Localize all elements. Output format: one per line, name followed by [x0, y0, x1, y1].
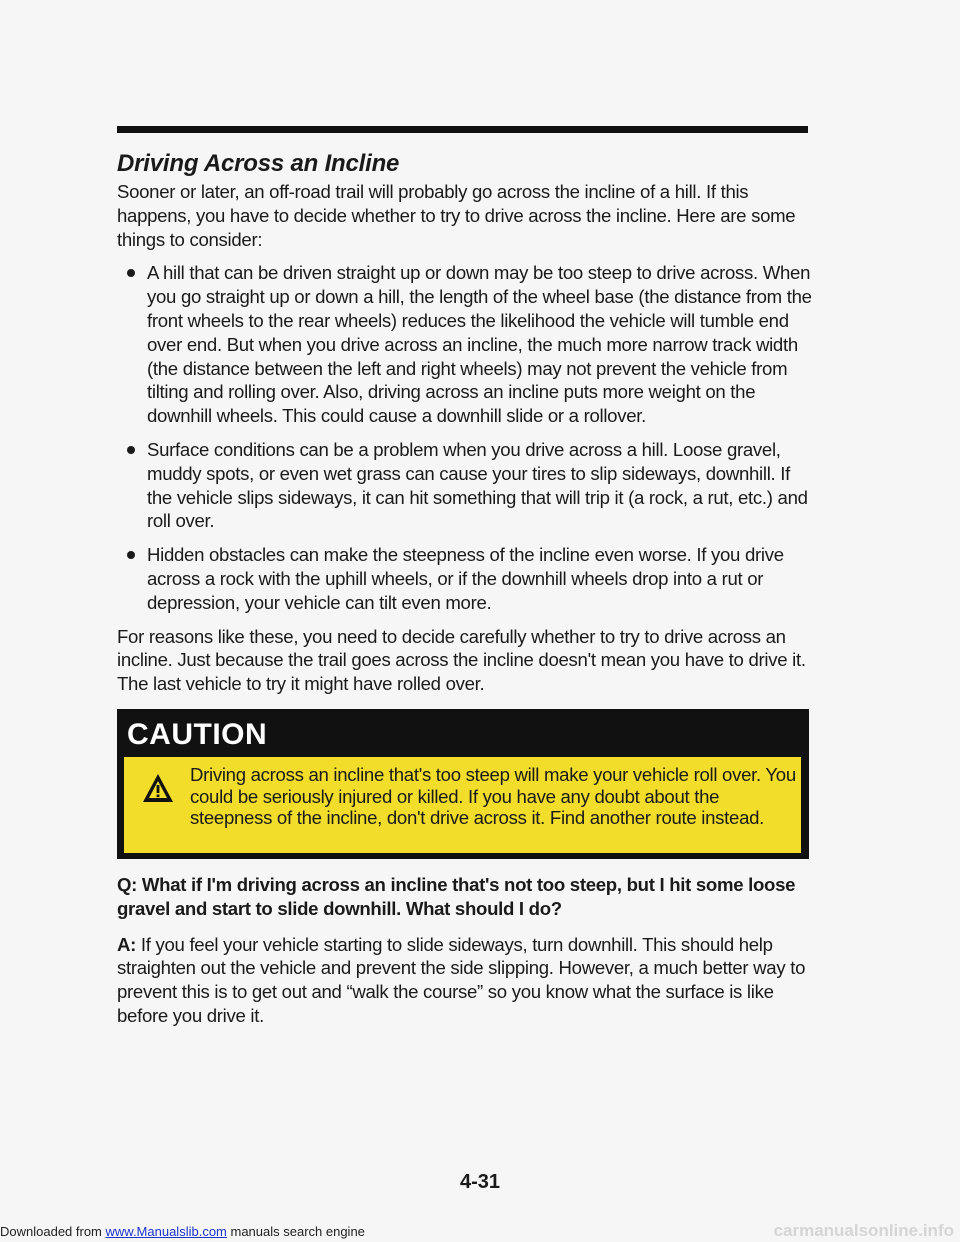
footer-suffix: manuals search engine [226, 1224, 365, 1239]
list-item [117, 438, 812, 533]
considerations-list [117, 261, 812, 614]
top-rule [117, 126, 808, 133]
qa-section [117, 873, 812, 1028]
closing-paragraph: For reasons like these, you need to decide carefully whether to try to drive across an incline. Just because the trail goes across the incline doesn't mean you have to drive it. The last vehicle to try it might have rolled over. [117, 625, 806, 695]
list-item-text: Surface conditions can be a problem when you drive across a hill. Loose gravel, muddy spots, or even wet grass can cause your tires to slip sideways, downhill. If the vehicle slips sideways, it can hit something that will trip it (a rock, a rut, etc.) and roll over. [147, 438, 808, 532]
intro-paragraph: Sooner or later, an off-road trail will probably go across the incline of a hill. If this happens, you have to decide whether to try to drive across the incline. Here are some things to consider: [117, 181, 796, 250]
answer-body: If you feel your vehicle starting to slide sideways, turn downhill. This should help straighten out the vehicle and prevent the side slipping. However, a much better way to prevent this is to get out and “walk the course” so you know what the surface is like before you drive it. [117, 933, 806, 1026]
caution-text: Driving across an incline that's too steep will make your vehicle roll over. You could be seriously injured or killed. If you have any doubt about the steepness of the incline, don't drive across it. Find another route instead. [190, 764, 796, 828]
caution-title: CAUTION [127, 718, 268, 751]
list-item-text: A hill that can be driven straight up or down may be too steep to drive across. When you go straight up or down a hill, the length of the wheel base (the distance from the front wheels to the rear wheels) reduces the likelihood the vehicle will tumble end over end. But when you drive across an incline, the much more narrow track width (the distance between the left and right wheels) may not prevent the vehicle from tilting and rolling over. Also, driving across an incline puts more weight on the downhill wheels. This could cause a downhill slide or a rollover. [147, 262, 812, 427]
bullet-icon [127, 269, 135, 277]
bullet-icon [127, 446, 135, 454]
body-content [117, 180, 812, 706]
page-number: 4-31 [459, 1171, 501, 1193]
list-item [117, 261, 812, 428]
list-item-text: Hidden obstacles can make the steepness of the incline even worse. If you drive across a rock with the uphill wheels, or if the downhill wheels drop into a rut or depression, your vehicle can tilt even more. [147, 544, 784, 613]
question-text: Q: What if I'm driving across an incline that's not too steep, but I hit some loose gravel and start to slide downhill. What should I do? [117, 874, 796, 919]
section-title: Driving Across an Incline [117, 150, 400, 177]
manualslib-link[interactable]: www.Manualslib.com [105, 1224, 227, 1239]
answer-label: A: [117, 933, 137, 955]
bullet-icon [127, 551, 135, 559]
list-item [117, 543, 812, 614]
watermark-text: carmanualsonline.info [773, 1221, 954, 1240]
download-footer [0, 1224, 365, 1240]
answer-text [117, 933, 812, 1028]
warning-triangle-icon [142, 773, 174, 803]
caution-body [124, 757, 801, 853]
caution-box [117, 709, 809, 859]
footer-prefix: Downloaded from [0, 1224, 106, 1239]
